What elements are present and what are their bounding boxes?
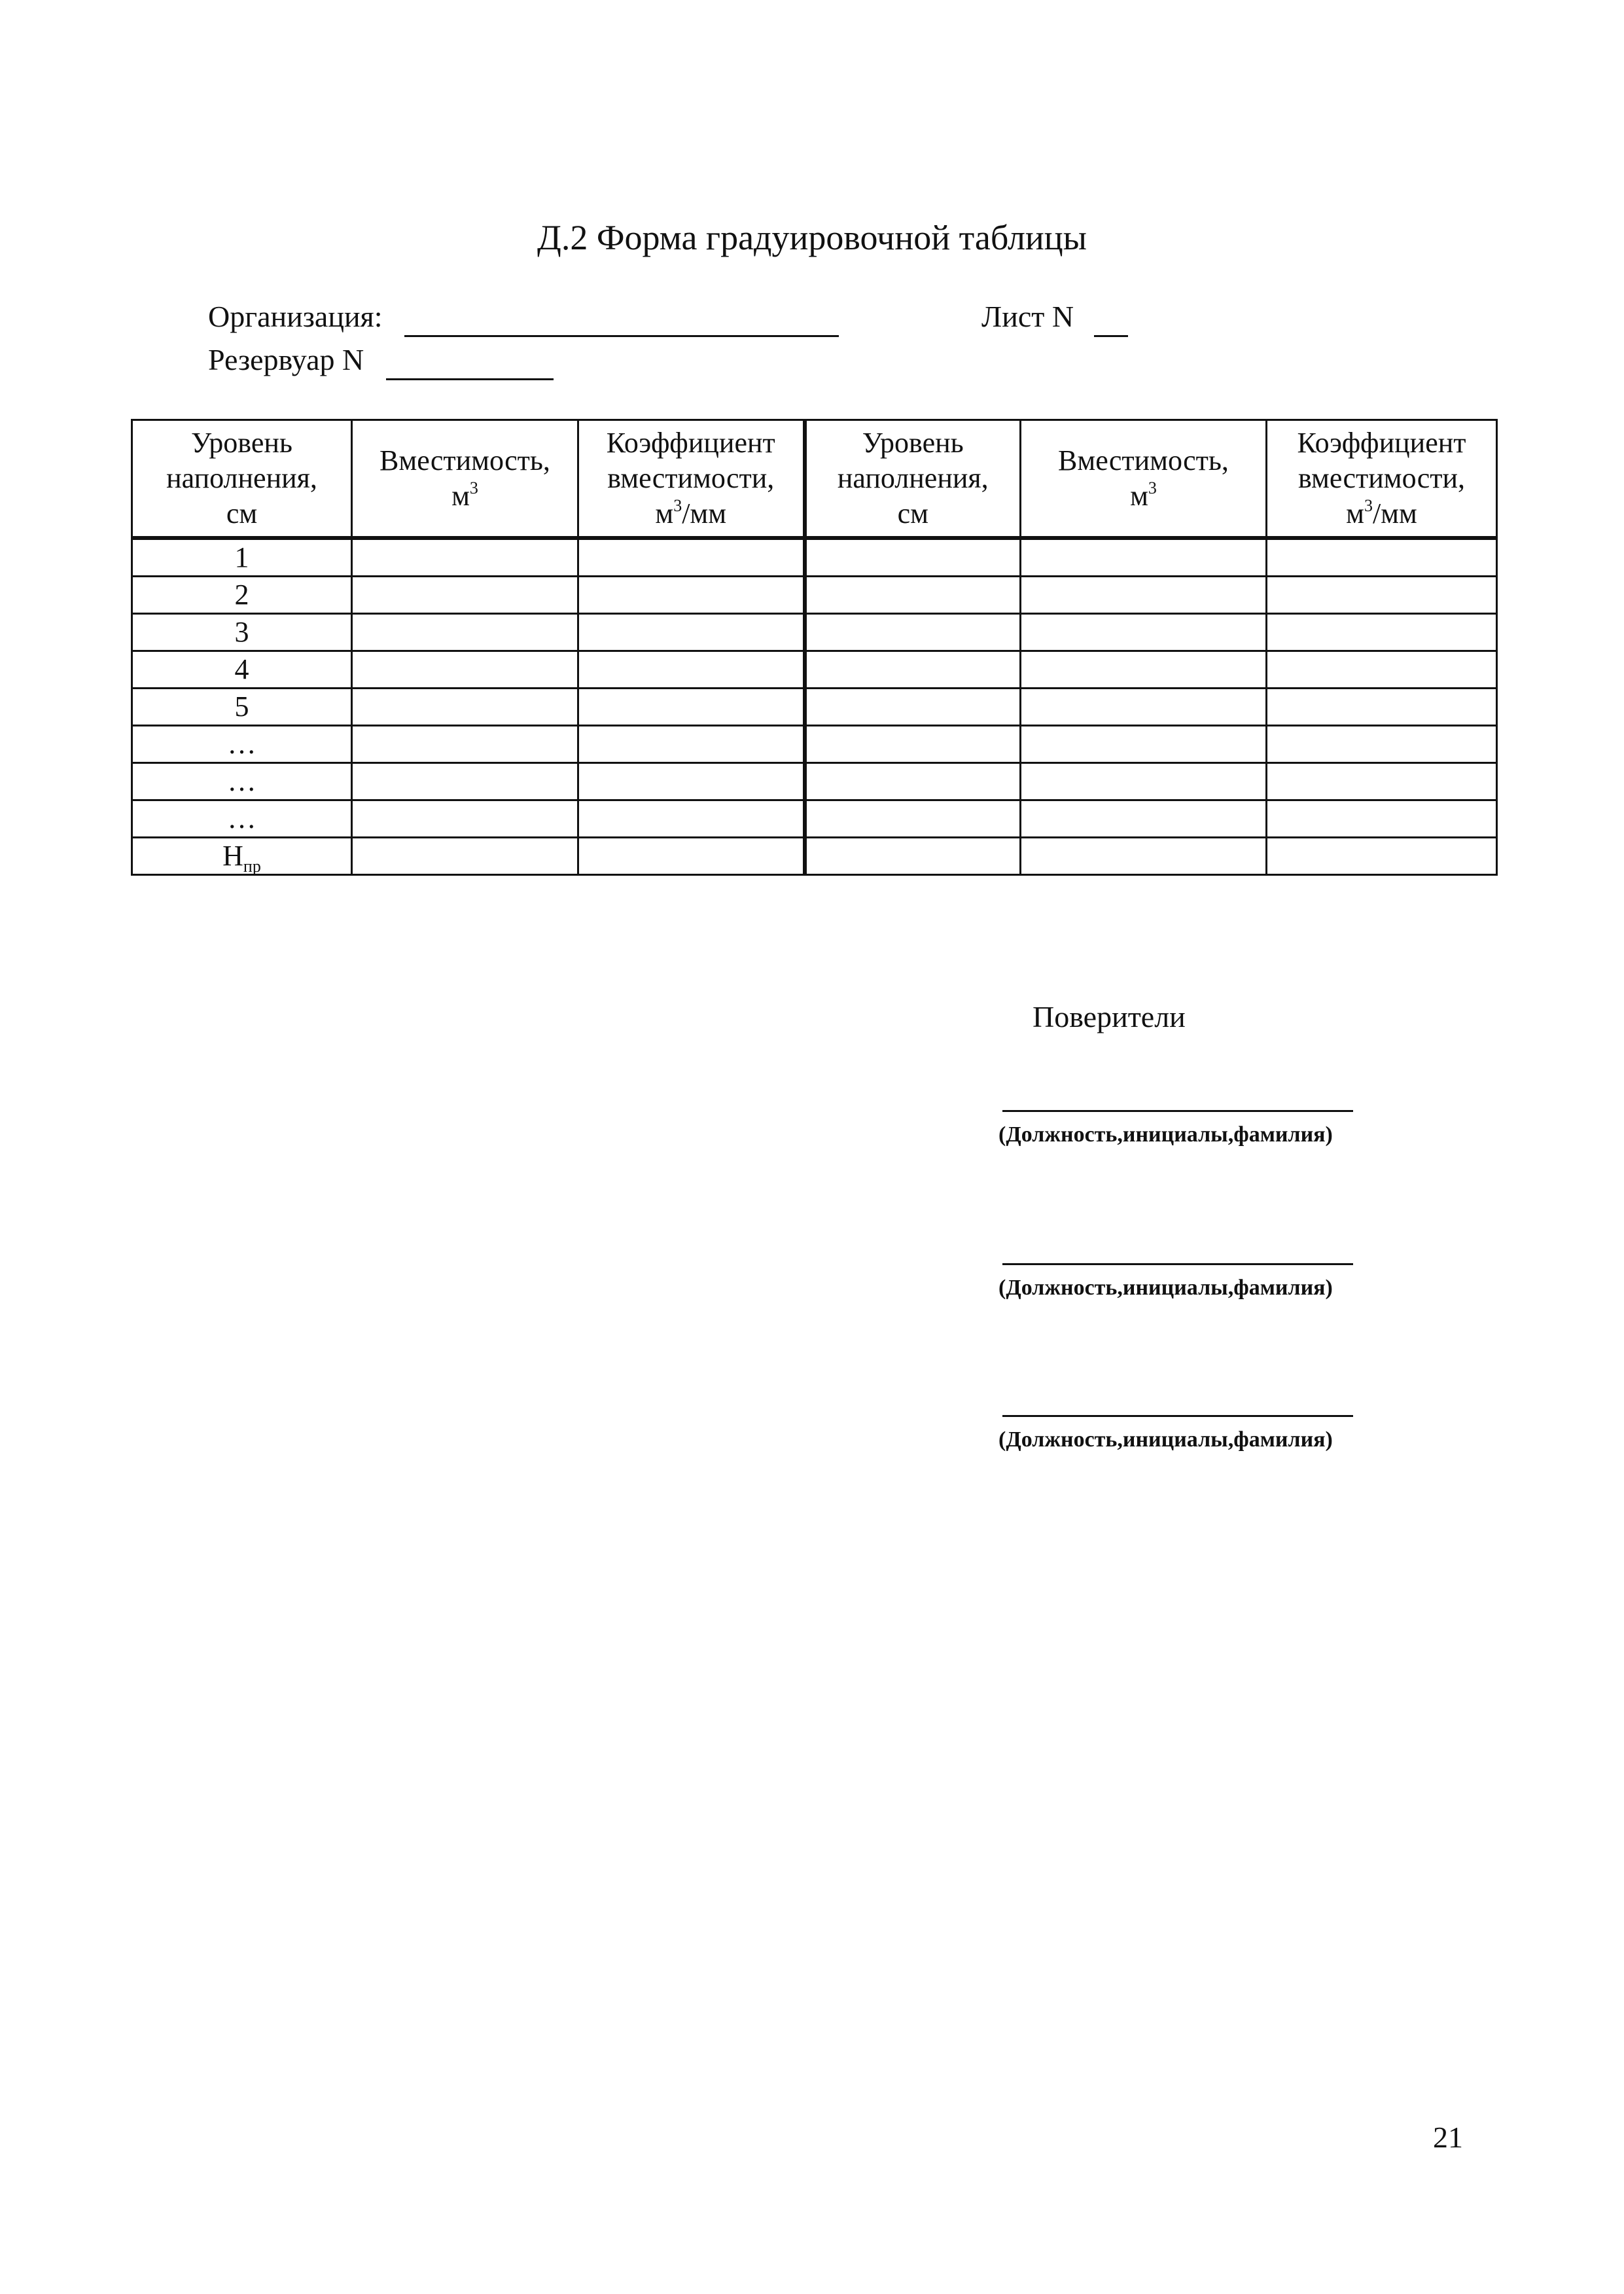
table-row [132, 838, 1497, 875]
level-cell: 3 [132, 614, 352, 651]
header-unit: м [1346, 497, 1364, 529]
header-unit: /мм [682, 497, 727, 529]
page-number: 21 [1433, 2121, 1463, 2154]
table-cell [805, 577, 1021, 614]
signature-caption: (Должность,инициалы,фамилия) [998, 1276, 1333, 1300]
table-cell [805, 726, 1021, 763]
header-text: Вместимость, [380, 444, 550, 476]
header-unit-exponent: 3 [673, 496, 682, 515]
header-text: Коэффициент [606, 427, 775, 459]
table-cell [352, 689, 578, 726]
table-cell [1021, 726, 1267, 763]
table-cell [352, 726, 578, 763]
header-unit-exponent: 3 [469, 478, 478, 497]
header-text: вместимости, [1297, 462, 1466, 494]
table-cell [1021, 838, 1267, 875]
signature-line [1002, 1263, 1353, 1265]
table-cell [352, 577, 578, 614]
table-row [132, 726, 1497, 763]
table-cell [1267, 800, 1497, 838]
table-row [132, 651, 1497, 689]
reservoir-label: Резервуар N [208, 343, 364, 376]
table-cell [1021, 800, 1267, 838]
header-capacity [352, 420, 578, 539]
signature-caption: (Должность,инициалы,фамилия) [998, 1427, 1333, 1452]
signature-caption: (Должность,инициалы,фамилия) [998, 1122, 1333, 1147]
level-cell: … [132, 800, 352, 838]
table-cell [352, 538, 578, 577]
header-text: наполнения, [166, 462, 317, 494]
table-cell [1021, 614, 1267, 651]
table-cell [578, 726, 805, 763]
table-cell [578, 838, 805, 875]
header-text: см [226, 497, 258, 529]
table-cell [1021, 538, 1267, 577]
header-capacity-coefficient [1267, 420, 1497, 539]
header-unit-exponent: 3 [1148, 478, 1157, 497]
table-row [132, 763, 1497, 800]
level-cell-max [132, 838, 352, 875]
table-cell [1021, 577, 1267, 614]
table-cell [805, 838, 1021, 875]
max-level-symbol: H [222, 840, 243, 872]
table-cell [1267, 651, 1497, 689]
header-unit-exponent: 3 [1364, 496, 1373, 515]
table-cell [805, 689, 1021, 726]
level-cell: 4 [132, 651, 352, 689]
table-row [132, 689, 1497, 726]
table-cell [805, 538, 1021, 577]
table-row [132, 614, 1497, 651]
signature-line [1002, 1110, 1353, 1112]
table-cell [352, 800, 578, 838]
level-cell: … [132, 763, 352, 800]
header-text: вместимости, [607, 462, 775, 494]
header-capacity [1021, 420, 1267, 539]
verifiers-heading: Поверители [1033, 1000, 1186, 1033]
header-capacity-coefficient [578, 420, 805, 539]
header-text: Коэффициент [1297, 427, 1466, 459]
header-text: см [897, 497, 928, 529]
level-cell: 1 [132, 538, 352, 577]
level-cell: … [132, 726, 352, 763]
level-cell: 5 [132, 689, 352, 726]
header-text: Вместимость, [1058, 444, 1229, 476]
table-cell [1267, 614, 1497, 651]
table-cell [352, 838, 578, 875]
header-unit: м [1130, 480, 1148, 512]
table-cell [1267, 838, 1497, 875]
table-cell [1267, 689, 1497, 726]
table-cell [578, 651, 805, 689]
header-unit: м [451, 480, 470, 512]
table-cell [1021, 763, 1267, 800]
header-text: наполнения, [837, 462, 989, 494]
table-cell [805, 614, 1021, 651]
level-cell: 2 [132, 577, 352, 614]
table-cell [1021, 689, 1267, 726]
reservoir-number-blank-line [386, 378, 554, 380]
table-cell [578, 538, 805, 577]
table-cell [1267, 577, 1497, 614]
header-text: Уровень [191, 427, 292, 459]
header-fill-level [805, 420, 1021, 539]
table-cell [578, 614, 805, 651]
table-cell [1021, 651, 1267, 689]
table-cell [352, 651, 578, 689]
table-row [132, 800, 1497, 838]
header-unit: м [655, 497, 674, 529]
table-cell [578, 763, 805, 800]
header-text: Уровень [862, 427, 964, 459]
sheet-number-blank-line [1094, 335, 1128, 337]
table-cell [352, 763, 578, 800]
header-fill-level [132, 420, 352, 539]
organization-label: Организация: [208, 300, 383, 333]
table-header-row [132, 420, 1497, 539]
table-cell [1267, 538, 1497, 577]
max-level-subscript: пр [243, 857, 261, 876]
sheet-label: Лист N [981, 300, 1074, 333]
header-unit: /мм [1372, 497, 1417, 529]
table-cell [578, 577, 805, 614]
table-cell [1267, 726, 1497, 763]
table-cell [578, 800, 805, 838]
table-cell [578, 689, 805, 726]
table-row [132, 577, 1497, 614]
table-cell [1267, 763, 1497, 800]
organization-blank-line [404, 335, 839, 337]
page-title: Д.2 Форма градуировочной таблицы [537, 218, 1087, 257]
table-row [132, 538, 1497, 577]
table-cell [805, 763, 1021, 800]
signature-line [1002, 1415, 1353, 1417]
table-cell [352, 614, 578, 651]
table-cell [805, 800, 1021, 838]
table-cell [805, 651, 1021, 689]
calibration-table [131, 419, 1498, 876]
